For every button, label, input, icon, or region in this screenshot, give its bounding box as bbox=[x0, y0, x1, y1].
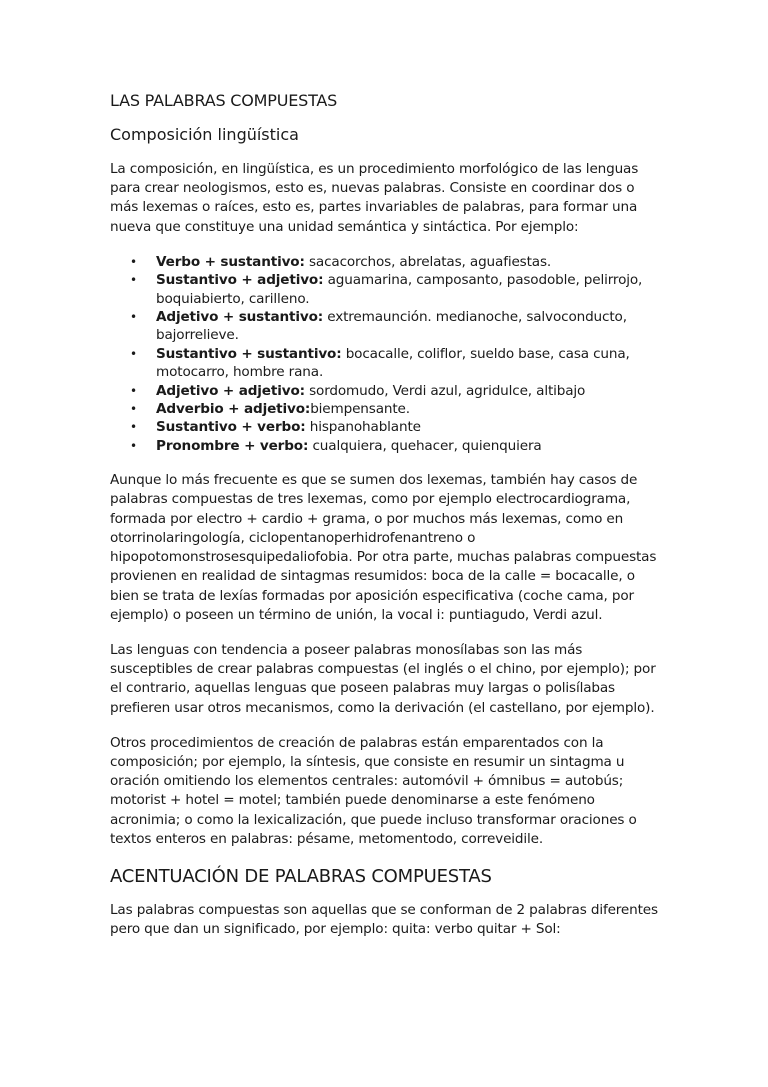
list-item bbox=[130, 437, 658, 455]
list-item-text: sacacorchos, abrelatas, aguafiestas. bbox=[304, 253, 552, 270]
list-item bbox=[130, 253, 658, 271]
list-item-text: biempensante. bbox=[310, 401, 410, 418]
list-item-label: Adjetivo + sustantivo: bbox=[156, 309, 324, 326]
bullet-icon: • bbox=[130, 273, 137, 288]
bullet-icon: • bbox=[130, 383, 137, 398]
section-title-acentuacion: ACENTUACIÓN DE PALABRAS COMPUESTAS bbox=[110, 865, 492, 887]
intro-paragraph: La composición, en lingüística, es un procedimiento morfológico de las lenguas para crear neologismos, esto es, nuevas palabras. Consiste en coordinar dos o más lexemas o raíces, esto es, partes invariables de palabras, para formar una nueva que constituye una unidad semántica y sintáctica. Por ejemplo: bbox=[110, 161, 639, 235]
paragraph-lexemas: Aunque lo más frecuente es que se sumen dos lexemas, también hay casos de palabras compuestas de tres lexemas, como por ejemplo electrocardiograma, formada por electro + cardio + grama, o por muchos más lexemas, como en otorrinolaringología, ciclopentanoperhidrofenantreno o hipopotomonstrosesquipedaliofobia. Por otra parte, muchas palabras compuestas provienen en realidad de sintagmas resumidos: boca de la calle = bocacalle, o bien se trata de lexías formadas por aposición especificativa (coche cama, por ejemplo) o poseen un término de unión, la vocal i: puntiagudo, Verdi azul. bbox=[110, 472, 657, 623]
paragraph-monosilabas: Las lenguas con tendencia a poseer palabras monosílabas son las más susceptibles de crear palabras compuestas (el inglés o el chino, por ejemplo); por el contrario, aquellas lenguas que poseen palabras muy largas o polisílabas prefieren usar otros mecanismos, como la derivación (el castellano, por ejemplo). bbox=[110, 641, 656, 716]
bullet-icon: • bbox=[130, 310, 137, 325]
list-item-text: bocacalle, coliflor, sueldo base, casa cuna, motocarro, hombre rana. bbox=[156, 345, 630, 381]
examples-list bbox=[110, 253, 658, 455]
bullet-icon: • bbox=[130, 346, 137, 361]
list-item-text: aguamarina, camposanto, pasodoble, pelirrojo, boquiabierto, carilleno. bbox=[156, 272, 643, 307]
list-item bbox=[130, 400, 658, 418]
document-title: LAS PALABRAS COMPUESTAS bbox=[110, 91, 338, 110]
bullet-icon: • bbox=[130, 438, 137, 453]
paragraph-procedimientos: Otros procedimientos de creación de palabras están emparentados con la composición; por ejemplo, la síntesis, que consiste en resumir un sintagma u oración omitiendo los elementos centrales: automóvil + ómnibus = autobús; motorist + hotel = motel; también puede denominarse a este fenómeno acronimia; o como la lexicalización, que puede incluso transformar oraciones o textos enteros en palabras: pésame, metomentodo, correveidile. bbox=[110, 734, 637, 847]
list-item-label: Adverbio + adjetivo: bbox=[156, 401, 311, 418]
list-item-text: sordomudo, Verdi azul, agridulce, altibajo bbox=[304, 382, 586, 399]
list-item-text: hispanohablante bbox=[305, 419, 421, 436]
list-item bbox=[130, 418, 658, 436]
list-item bbox=[130, 345, 658, 382]
list-item bbox=[130, 382, 658, 400]
document-page bbox=[110, 90, 658, 955]
bullet-icon: • bbox=[130, 254, 137, 269]
list-item bbox=[130, 308, 658, 345]
section-title-composicion: Composición lingüística bbox=[110, 125, 299, 144]
list-item-label: Adjetivo + adjetivo: bbox=[156, 382, 305, 399]
list-item-label: Sustantivo + sustantivo: bbox=[156, 345, 342, 362]
list-item-text: extremaunción. medianoche, salvoconducto, bajorrelieve. bbox=[156, 309, 627, 344]
list-item-text: cualquiera, quehacer, quienquiera bbox=[308, 437, 542, 454]
list-item-label: Sustantivo + adjetivo: bbox=[156, 272, 324, 289]
list-item bbox=[130, 271, 658, 308]
list-item-label: Pronombre + verbo: bbox=[156, 437, 309, 454]
paragraph-acentuacion: Las palabras compuestas son aquellas que se conforman de 2 palabras diferentes pero que dan un significado, por ejemplo: quita: verbo quitar + Sol: bbox=[110, 901, 658, 938]
bullet-icon: • bbox=[130, 420, 137, 435]
list-item-label: Verbo + sustantivo: bbox=[156, 253, 305, 270]
bullet-icon: • bbox=[130, 402, 137, 417]
list-item-label: Sustantivo + verbo: bbox=[156, 419, 306, 436]
